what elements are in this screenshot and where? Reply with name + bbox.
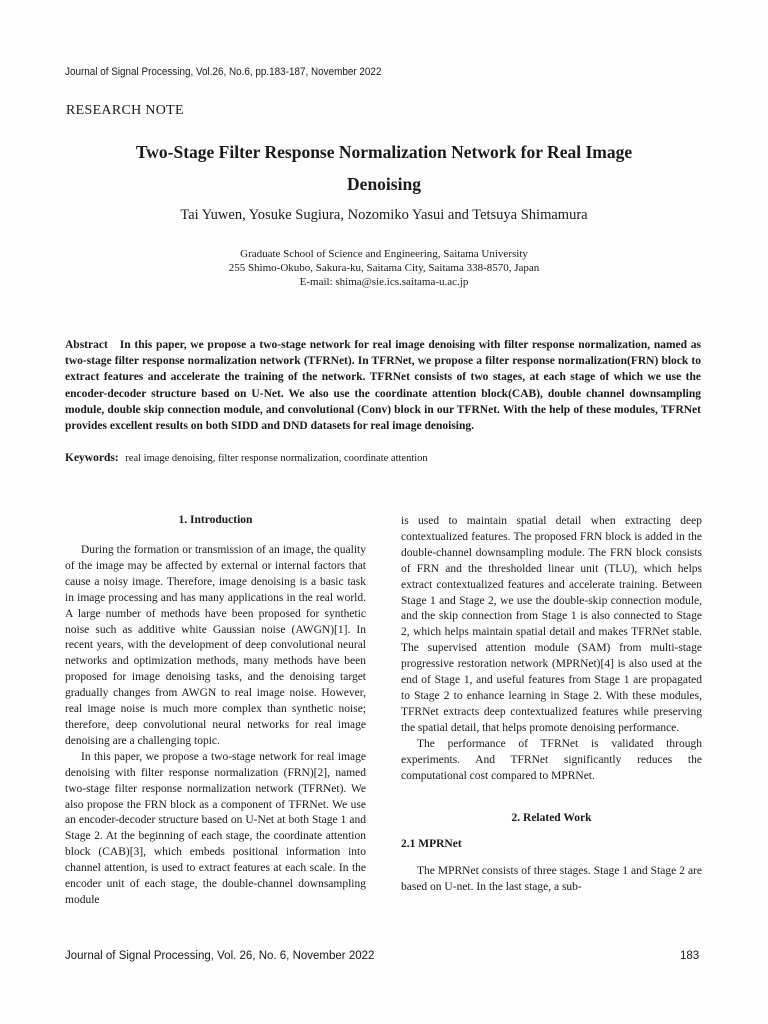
affiliation-block <box>60 247 708 289</box>
keywords-text: real image denoising, filter response normalization, coordinate attention <box>125 453 428 464</box>
right-column <box>401 514 702 896</box>
mprnet-paragraph: The MPRNet consists of three stages. Stage 1 and Stage 2 are based on U-net. In the last stage, a sub- <box>401 865 702 894</box>
abstract-text: In this paper, we propose a two-stage network for real image denoising with filter response normalization, named as two-stage filter response normalization network (TFRNet). In TFRNet, we propose a filter response normalization(FRN) block to extract features and accelerate the training of the network. TFRNet consists of two stages, at each stage of which we use the encoder-decoder structure based on U-Net. We also use the coordinate attention block(CAB), double channel downsampling module, double skip connection module, and convolutional (Conv) block in our TFRNet. With the help of these modules, TFRNet provides excellent results on both SIDD and DND datasets for real image denoising. <box>65 339 701 433</box>
title-line-2: Denoising <box>347 174 421 194</box>
intro-paragraph-continued: is used to maintain spatial detail when extracting deep contextualized features. The proposed FRN block is added in the double-channel downsampling module. The FRN block consists of FRN and the thresholded linear unit (TLU), which helps extract contextualized features and accelerate training. Between Stage 1 and Stage 2, we use the double-skip connection module, and the skip connection from Stage 1 is also connected to Stage 2, which helps maintain spatial detail and makes TFRNet stable. The supervised attention module (SAM) from multi-stage progressive restoration network (MPRNet)[4] is also used at the end of Stage 1, and useful features from Stage 1 are propagated to Stage 2 to enhance learning in Stage 2. With these modules, TFRNet extracts deep contextualized features while preserving the spatial detail, that helps promote denoising performance. <box>401 515 702 734</box>
subsection-heading-mprnet: 2.1 MPRNet <box>401 838 462 851</box>
intro-paragraph-1: During the formation or transmission of an image, the quality of the image may be affected by external or internal factors that cause a noisy image. Therefore, image denoising is a basic task in image processing and has many applications in the real world. A large number of methods have been proposed for synthetic noise such as additive white Gaussian noise (AWGN)[1]. In recent years, with the development of deep convolutional neural networks and optimization methods, many methods have been proposed for image denoising tasks, and the denoising target gradually changes from AWGN to real image noise. However, real image noise is much more complex than synthetic noise; therefore, deep convolutional neural networks for real image denoising are a challenging topic. <box>65 544 366 747</box>
affiliation-line-1: Graduate School of Science and Engineering, Saitama University <box>240 248 528 260</box>
page-number: 183 <box>680 950 700 962</box>
paper-title <box>60 136 708 200</box>
keywords <box>65 452 701 464</box>
intro-paragraph-performance: The performance of TFRNet is validated through experiments. And TFRNet significantly reduces the computational cost compared to MPRNet. <box>401 737 702 782</box>
author-list: Tai Yuwen, Yosuke Sugiura, Nozomiko Yasui and Tetsuya Shimamura <box>180 207 588 223</box>
intro-paragraph-2: In this paper, we propose a two-stage network for real image denoising with filter response normalization (FRN)[2], named two-stage filter response normalization network (TFRNet). We also propose the FRN block as a component of TFRNet. We use an encoder-decoder structure based on U-Net at both Stage 1 and Stage 2. At the beginning of each stage, the coordinate attention block (CAB)[3], which embeds positional information into channel attention, is used to extract features at each scale. In the encoder unit of each stage, the double-channel downsampling module <box>65 750 366 906</box>
footer-journal: Journal of Signal Processing, Vol. 26, No. 6, November 2022 <box>65 950 375 962</box>
abstract <box>65 337 701 434</box>
abstract-label: Abstract <box>65 339 108 351</box>
keywords-label: Keywords: <box>65 452 119 464</box>
section-heading-related-work: 2. Related Work <box>511 812 592 825</box>
article-type-label: RESEARCH NOTE <box>66 103 184 118</box>
left-column <box>65 543 366 909</box>
section-heading-introduction: 1. Introduction <box>178 514 253 526</box>
title-line-1: Two-Stage Filter Response Normalization Network for Real Image <box>135 142 633 162</box>
journal-header: Journal of Signal Processing, Vol.26, No.6, pp.183-187, November 2022 <box>65 66 382 78</box>
affiliation-line-2: 255 Shimo-Okubo, Sakura-ku, Saitama City, Saitama 338-8570, Japan <box>228 262 540 274</box>
contact-email: E-mail: shima@sie.ics.saitama-u.ac.jp <box>299 276 469 288</box>
